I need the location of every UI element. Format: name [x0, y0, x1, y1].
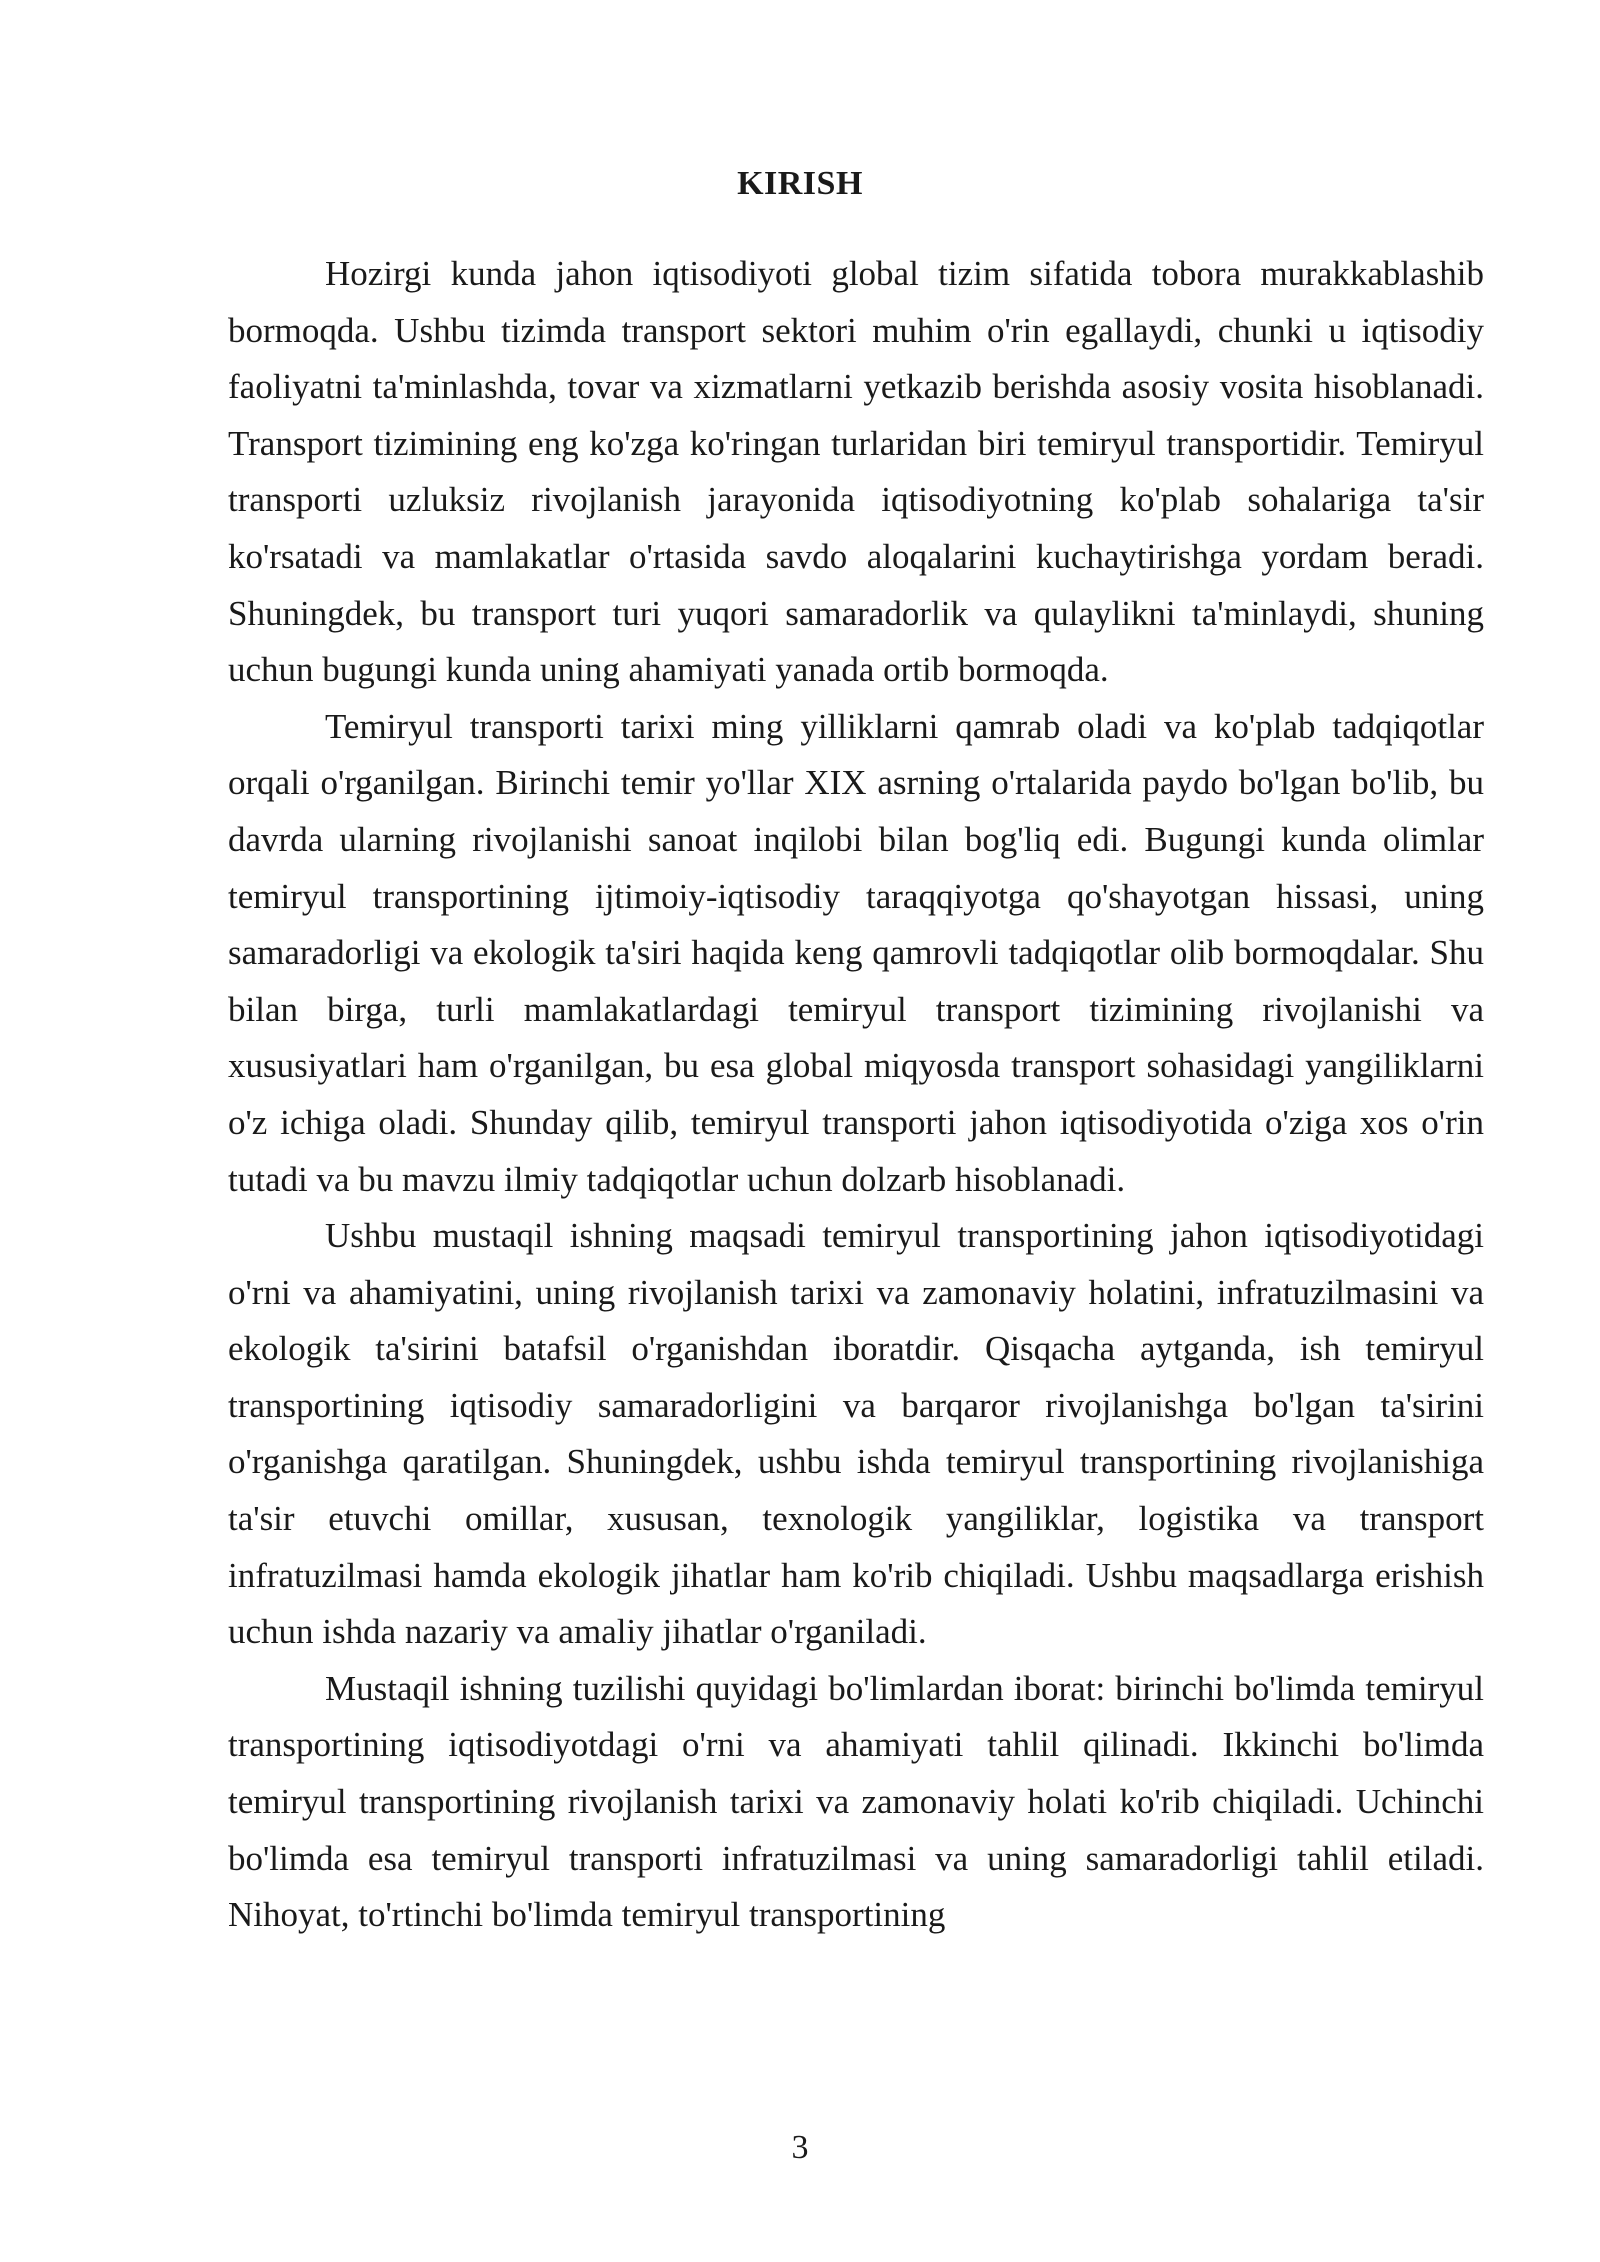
- paragraph: Temiryul transporti tarixi ming yilliklarni qamrab oladi va ko'plab tadqiqotlar orqali o'rganilgan. Birinchi temir yo'llar XIX asrning o'rtalarida paydo bo'lgan bo'lib, bu davrda ularning rivojlanishi sanoat inqilobi bilan bog'liq edi. Bugungi kunda olimlar temiryul transportining ijtimoiy-iqtisodiy taraqqiyotga qo'shayotgan hissasi, uning samaradorligi va ekologik ta'siri haqida keng qamrovli tadqiqotlar olib bormoqdalar. Shu bilan birga, turli mamlakatlardagi temiryul transport tizimining rivojlanishi va xususiyatlari ham o'rganilgan, bu esa global miqyosda transport sohasidagi yangiliklarni o'z ichiga oladi. Shunday qilib, temiryul transporti jahon iqtisodiyotida o'ziga xos o'rin tutadi va bu mavzu ilmiy tadqiqotlar uchun dolzarb hisoblanadi.: [228, 706, 1484, 1199]
- page-number: 3: [791, 2129, 809, 2166]
- paragraph: Mustaqil ishning tuzilishi quyidagi bo'limlardan iborat: birinchi bo'limda temiryul transportining iqtisodiyotdagi o'rni va ahamiyati tahlil qilinadi. Ikkinchi bo'limda temiryul transportining rivojlanish tarixi va zamonaviy holati ko'rib chiqiladi. Uchinchi bo'limda esa temiryul transporti infratuzilmasi va uning samaradorligi tahlil etiladi. Nihoyat, to'rtinchi bo'limda temiryul transportining: [228, 1668, 1484, 1935]
- paragraph: Hozirgi kunda jahon iqtisodiyoti global tizim sifatida tobora murakkablashib bormoqda. Ushbu tizimda transport sektori muhim o'rin egallaydi, chunki u iqtisodiy faoliyatni ta'minlashda, tovar va xizmatlarni yetkazib berishda asosiy vosita hisoblanadi. Transport tizimining eng ko'zga ko'ringan turlaridan biri temiryul transportidir. Temiryul transporti uzluksiz rivojlanish jarayonida iqtisodiyotning ko'plab sohalariga ta'sir ko'rsatadi va mamlakatlar o'rtasida savdo aloqalarini kuchaytirishga yordam beradi. Shuningdek, bu transport turi yuqori samaradorlik va qulaylikni ta'minlaydi, shuning uchun bugungi kunda uning ahamiyati yanada ortib bormoqda.: [228, 254, 1484, 690]
- paragraph: Ushbu mustaqil ishning maqsadi temiryul transportining jahon iqtisodiyotidagi o'rni va ahamiyatini, uning rivojlanish tarixi va zamonaviy holatini, infratuzilmasini va ekologik ta'sirini batafsil o'rganishdan iboratdir. Qisqacha aytganda, ish temiryul transportining iqtisodiy samaradorligini va barqaror rivojlanishga bo'lgan ta'sirini o'rganishga qaratilgan. Shuningdek, ushbu ishda temiryul transportining rivojlanishiga ta'sir etuvchi omillar, xususan, texnologik yangiliklar, logistika va transport infratuzilmasi hamda ekologik jihatlar ham ko'rib chiqiladi. Ushbu maqsadlarga erishish uchun ishda nazariy va amaliy jihatlar o'rganiladi.: [228, 1216, 1484, 1652]
- body-text: [228, 246, 1484, 1944]
- section-title: KIRISH: [737, 165, 863, 202]
